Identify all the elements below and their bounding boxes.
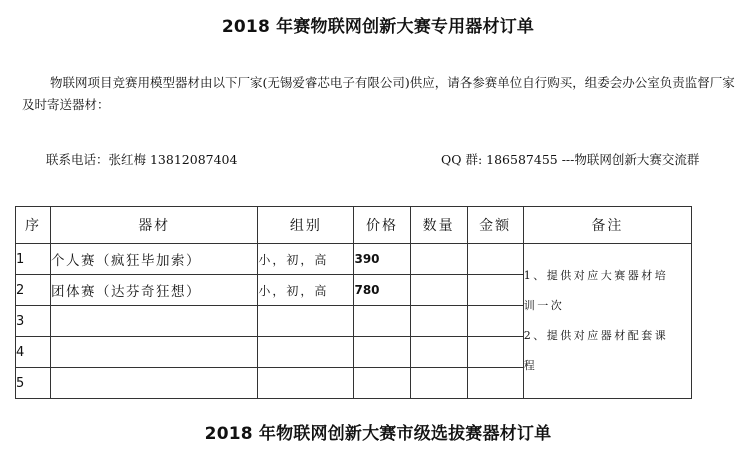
row-group[interactable] <box>258 337 354 368</box>
row-qty-cell[interactable] <box>410 244 467 275</box>
row-amount-cell[interactable] <box>467 337 523 368</box>
header-group: 组别 <box>258 207 354 244</box>
row-qty-cell[interactable] <box>410 275 467 306</box>
row-amount-cell[interactable] <box>467 244 523 275</box>
row-item: 个人赛（疯狂毕加索） <box>51 244 258 275</box>
note-cell <box>523 244 691 399</box>
row-seq: 1 <box>16 244 51 275</box>
row-item: 团体赛（达芬奇狂想） <box>51 275 258 306</box>
contact-phone: 联系电话：张红梅 13812087404 <box>46 152 238 167</box>
contact-qq-group: QQ 群: 186587455 ---物联网创新大赛交流群 <box>441 152 700 167</box>
row-group[interactable] <box>258 368 354 399</box>
row-amount-cell[interactable] <box>467 368 523 399</box>
row-item[interactable] <box>51 368 258 399</box>
header-seq: 序 <box>16 207 51 244</box>
note-line: 程 <box>523 359 538 372</box>
row-amount-cell[interactable] <box>467 306 523 337</box>
header-amount: 金额 <box>467 207 523 244</box>
header-note: 备注 <box>523 207 691 244</box>
section-title: 2018 年物联网创新大赛市级选拔赛器材订单 <box>204 424 552 444</box>
note-line: 1、提供对应大赛器材培 <box>523 269 669 282</box>
row-seq: 4 <box>16 337 51 368</box>
header-qty: 数量 <box>410 207 467 244</box>
row-seq: 2 <box>16 275 51 306</box>
row-qty-cell[interactable] <box>410 368 467 399</box>
header-price: 价格 <box>354 207 410 244</box>
header-item: 器材 <box>51 207 258 244</box>
row-price[interactable] <box>354 306 410 337</box>
row-amount-cell[interactable] <box>467 275 523 306</box>
table-header-row <box>16 207 692 244</box>
note-line: 2、提供对应器材配套课 <box>523 329 669 342</box>
row-group: 小，初，高 <box>258 275 354 306</box>
row-qty-cell[interactable] <box>410 306 467 337</box>
table-row <box>16 244 692 275</box>
row-item[interactable] <box>51 306 258 337</box>
row-seq: 5 <box>16 368 51 399</box>
row-price[interactable] <box>354 337 410 368</box>
order-table <box>15 206 692 399</box>
document-title: 2018 年赛物联网创新大赛专用器材订单 <box>221 17 535 37</box>
row-item[interactable] <box>51 337 258 368</box>
intro-paragraph: 物联网项目竞赛用模型器材由以下厂家(无锡爱睿芯电子有限公司)供应，请各参赛单位自行购买，组委会办公室负责监督厂家及时寄送器材： <box>22 75 735 112</box>
row-group: 小，初，高 <box>258 244 354 275</box>
row-price: 390 <box>354 244 410 275</box>
row-qty-cell[interactable] <box>410 337 467 368</box>
row-seq: 3 <box>16 306 51 337</box>
row-group[interactable] <box>258 306 354 337</box>
row-price[interactable] <box>354 368 410 399</box>
note-line: 训一次 <box>523 299 565 312</box>
row-price: 780 <box>354 275 410 306</box>
